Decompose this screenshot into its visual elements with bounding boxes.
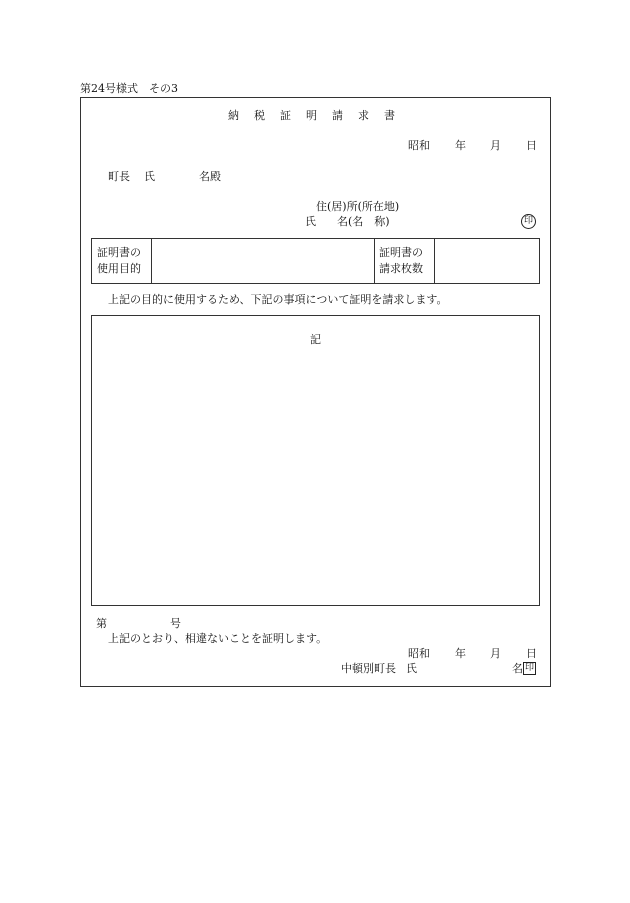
certifier-seal-icon: 印 [524,663,534,674]
copies-value-field[interactable] [435,239,539,283]
certification-date-day: 日 [526,647,537,660]
copies-label-line-2: 請求枚数 [379,262,423,275]
issue-number-prefix: 第 [96,617,107,630]
certifier-title: 中頓別町長 [341,662,396,675]
applicant-name-label-2: 名(名 称) [337,215,390,228]
form-title: 納税証明請求書 [228,109,410,122]
table-divider [374,239,375,283]
certification-date-era: 昭和 [408,647,430,660]
purpose-label-line-2: 使用目的 [97,262,141,275]
request-statement: 上記の目的に使用するため、下記の事項について証明を請求します。 [108,293,448,306]
applicant-seal-icon: 印 [521,214,536,229]
addressee-honorific: 氏 [144,170,155,183]
certification-date-month: 月 [490,647,501,660]
applicant-address-label: 住(居)所(所在地) [316,200,400,213]
record-heading: 記 [310,333,321,346]
copies-label-line-1: 証明書の [379,246,423,259]
certifier-suffix: 名 [512,662,523,675]
certification-statement: 上記のとおり、相違ないことを証明します。 [108,632,328,645]
certification-date-year: 年 [455,647,466,660]
purpose-value-field[interactable] [152,239,374,283]
certifier-honorific: 氏 [406,662,417,675]
certificate-table [91,238,540,284]
request-date-month: 月 [490,139,501,152]
addressee-suffix: 名殿 [199,170,221,183]
issue-number-suffix: 号 [170,617,181,630]
addressee-prefix: 町長 [108,170,130,183]
form-number: 第24号様式 その3 [80,82,178,95]
request-date-year: 年 [455,139,466,152]
request-date-day: 日 [526,139,537,152]
applicant-name-label-1: 氏 [305,215,316,228]
purpose-label-line-1: 証明書の [97,246,141,259]
record-box[interactable] [91,315,540,606]
request-date-era: 昭和 [408,139,430,152]
